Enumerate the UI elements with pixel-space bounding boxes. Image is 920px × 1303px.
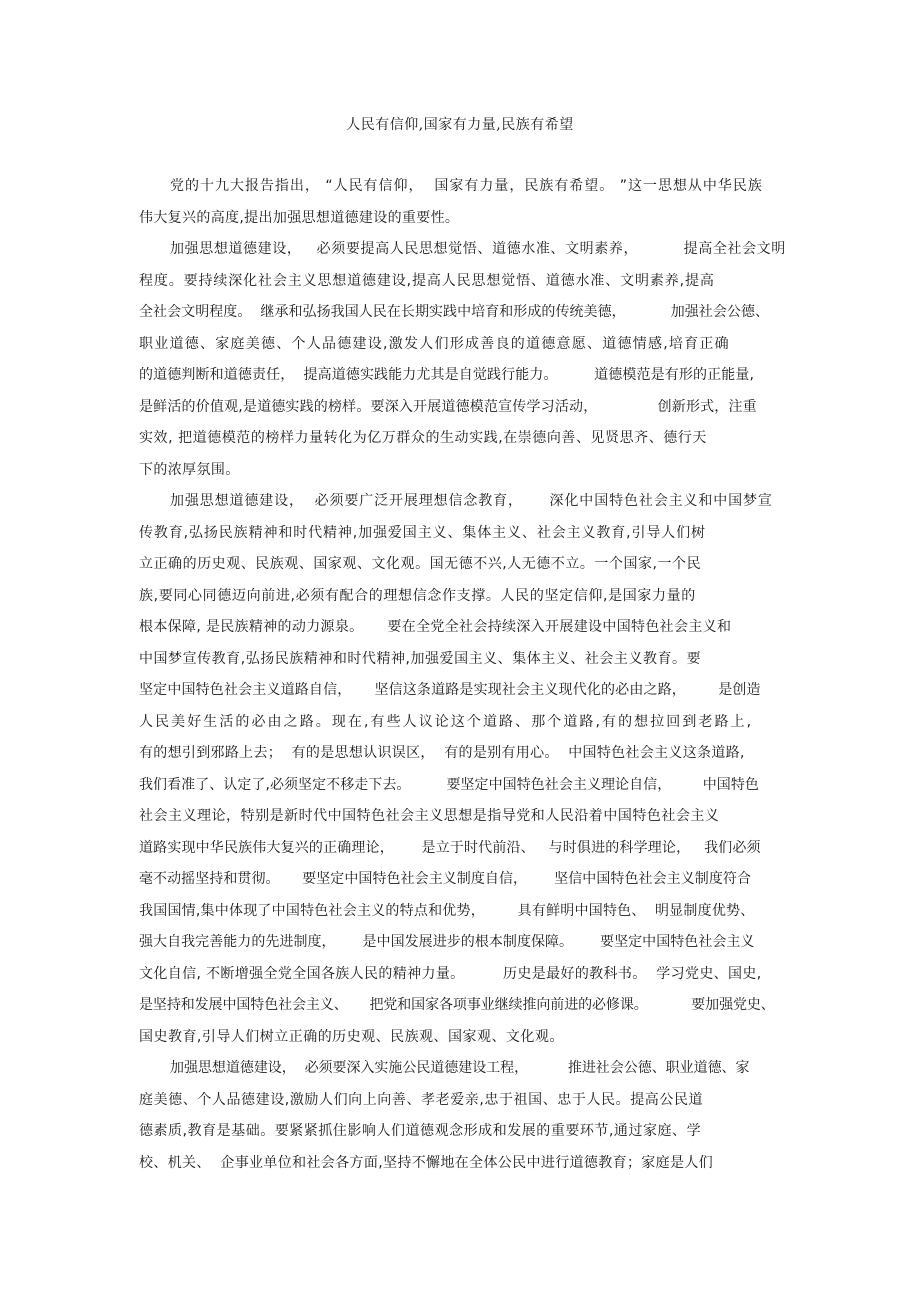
paragraph-line: 人民美好生活的必由之路。现在,有些人议论这个道路、那个道路,有的想拉回到老路上, <box>139 714 754 730</box>
document-title: 人民有信仰,国家有力量,民族有希望 <box>346 117 574 133</box>
paragraph-line: 的道德判断和道德责任， 提高道德实践能力尤其是自觉践行能力。 道德模范是有形的正能量, <box>139 367 755 383</box>
paragraph-line: 传教育,弘扬民族精神和时代精神,加强爱国主义、集体主义、社会主义教育,引导人们树 <box>139 525 706 541</box>
paragraph-line: 族,要同心同德迈向前进,必须有配合的理想信念作支撑。人民的坚定信仰,是国家力量的 <box>139 588 696 604</box>
paragraph-line: 加强思想道德建设， 必须要广泛开展理想信念教育， 深化中国特色社会主义和中国梦宣 <box>170 493 773 509</box>
paragraph-line: 有的想引到邪路上去； 有的是思想认识误区， 有的是别有用心。 中国特色社会主义这条道路, <box>139 745 745 761</box>
paragraph-line: 立正确的历史观、民族观、国家观、文化观。国无德不兴,人无德不立。一个国家,一个民 <box>139 556 702 572</box>
paragraph-line: 庭美德、个人品德建设,激励人们向上向善、孝老爱亲,忠于祖国、忠于人民。提高公民道 <box>139 1092 704 1108</box>
paragraph-line: 德素质,教育是基础。要紧紧抓住影响人们道德观念形成和发展的重要环节,通过家庭、学 <box>139 1123 702 1139</box>
paragraph-line: 职业道德、家庭美德、个人品德建设,激发人们形成善良的道德意愿、道德情感,培育正确 <box>139 336 730 352</box>
paragraph-line: 国史教育,引导人们树立正确的历史观、民族观、国家观、文化观。 <box>139 1029 564 1045</box>
paragraph-line: 加强思想道德建设， 必须要提高人民思想觉悟、道德水准、文明素养， 提高全社会文明 <box>170 241 786 257</box>
paragraph-line: 加强思想道德建设， 必须要深入实施公民道德建设工程， 推进社会公德、职业道德、家 <box>170 1060 750 1076</box>
paragraph-line: 毫不动摇坚持和贯彻。 要坚定中国特色社会主义制度自信， 坚信中国特色社会主义制度符合 <box>139 871 752 887</box>
paragraph-line: 我们看准了、认定了,必须坚定不移走下去。 要坚定中国特色社会主义理论自信， 中国特色 <box>139 777 759 793</box>
paragraph-line: 实效, 把道德模范的榜样力量转化为亿万群众的生动实践,在崇德向善、见贤思齐、德行天 <box>139 430 707 446</box>
paragraph-line: 全社会文明程度。 继承和弘扬我国人民在长期实践中培育和形成的传统美德， 加强社会公德、 <box>139 304 770 320</box>
paragraph-line: 党的十九大报告指出， “人民有信仰， 国家有力量，民族有希望。 ”这一思想从中华民族 <box>170 178 763 194</box>
paragraph-line: 程度。要持续深化社会主义思想道德建设,提高人民思想觉悟、道德水准、文明素养,提高 <box>139 273 715 289</box>
paragraph-line: 是鲜活的价值观,是道德实践的榜样。要深入开展道德模范宣传学习活动， 创新形式，注重 <box>139 399 757 415</box>
paragraph-line: 我国国情,集中体现了中国特色社会主义的特点和优势， 具有鲜明中国特色、 明显制度优势、 <box>139 903 755 919</box>
paragraph-line: 伟大复兴的高度,提出加强思想道德建设的重要性。 <box>139 210 460 226</box>
paragraph-line: 文化自信, 不断增强全党全国各族人民的精神力量。 历史是最好的教科书。 学习党史、国史, <box>139 966 762 982</box>
paragraph-line: 中国梦宣传教育,弘扬民族精神和时代精神,加强爱国主义、集体主义、社会主义教育。要 <box>139 651 702 667</box>
paragraph-line: 校、机关、 企事业单位和社会各方面,坚持不懈地在全体公民中进行道德教育；家庭是人们 <box>139 1155 714 1171</box>
paragraph-line: 强大自我完善能力的先进制度， 是中国发展进步的根本制度保障。 要坚定中国特色社会主义 <box>139 934 755 950</box>
paragraph-line: 下的浓厚氛围。 <box>139 462 240 478</box>
paragraph-line: 社会主义理论，特别是新时代中国特色社会主义思想是指导党和人民沿着中国特色社会主义 <box>139 808 720 824</box>
paragraph-line: 坚定中国特色社会主义道路自信， 坚信这条道路是实现社会主义现代化的必由之路， 是创造 <box>139 682 761 698</box>
paragraph-line: 是坚持和发展中国特色社会主义、 把党和国家各项事业继续推向前进的必修课。 要加强党史、 <box>139 997 775 1013</box>
paragraph-line: 根本保障, 是民族精神的动力源泉。 要在全党全社会持续深入开展建设中国特色社会主义和 <box>139 619 732 635</box>
paragraph-line: 道路实现中华民族伟大复兴的正确理论， 是立于时代前沿、 与时俱进的科学理论， 我们必须 <box>139 840 761 856</box>
